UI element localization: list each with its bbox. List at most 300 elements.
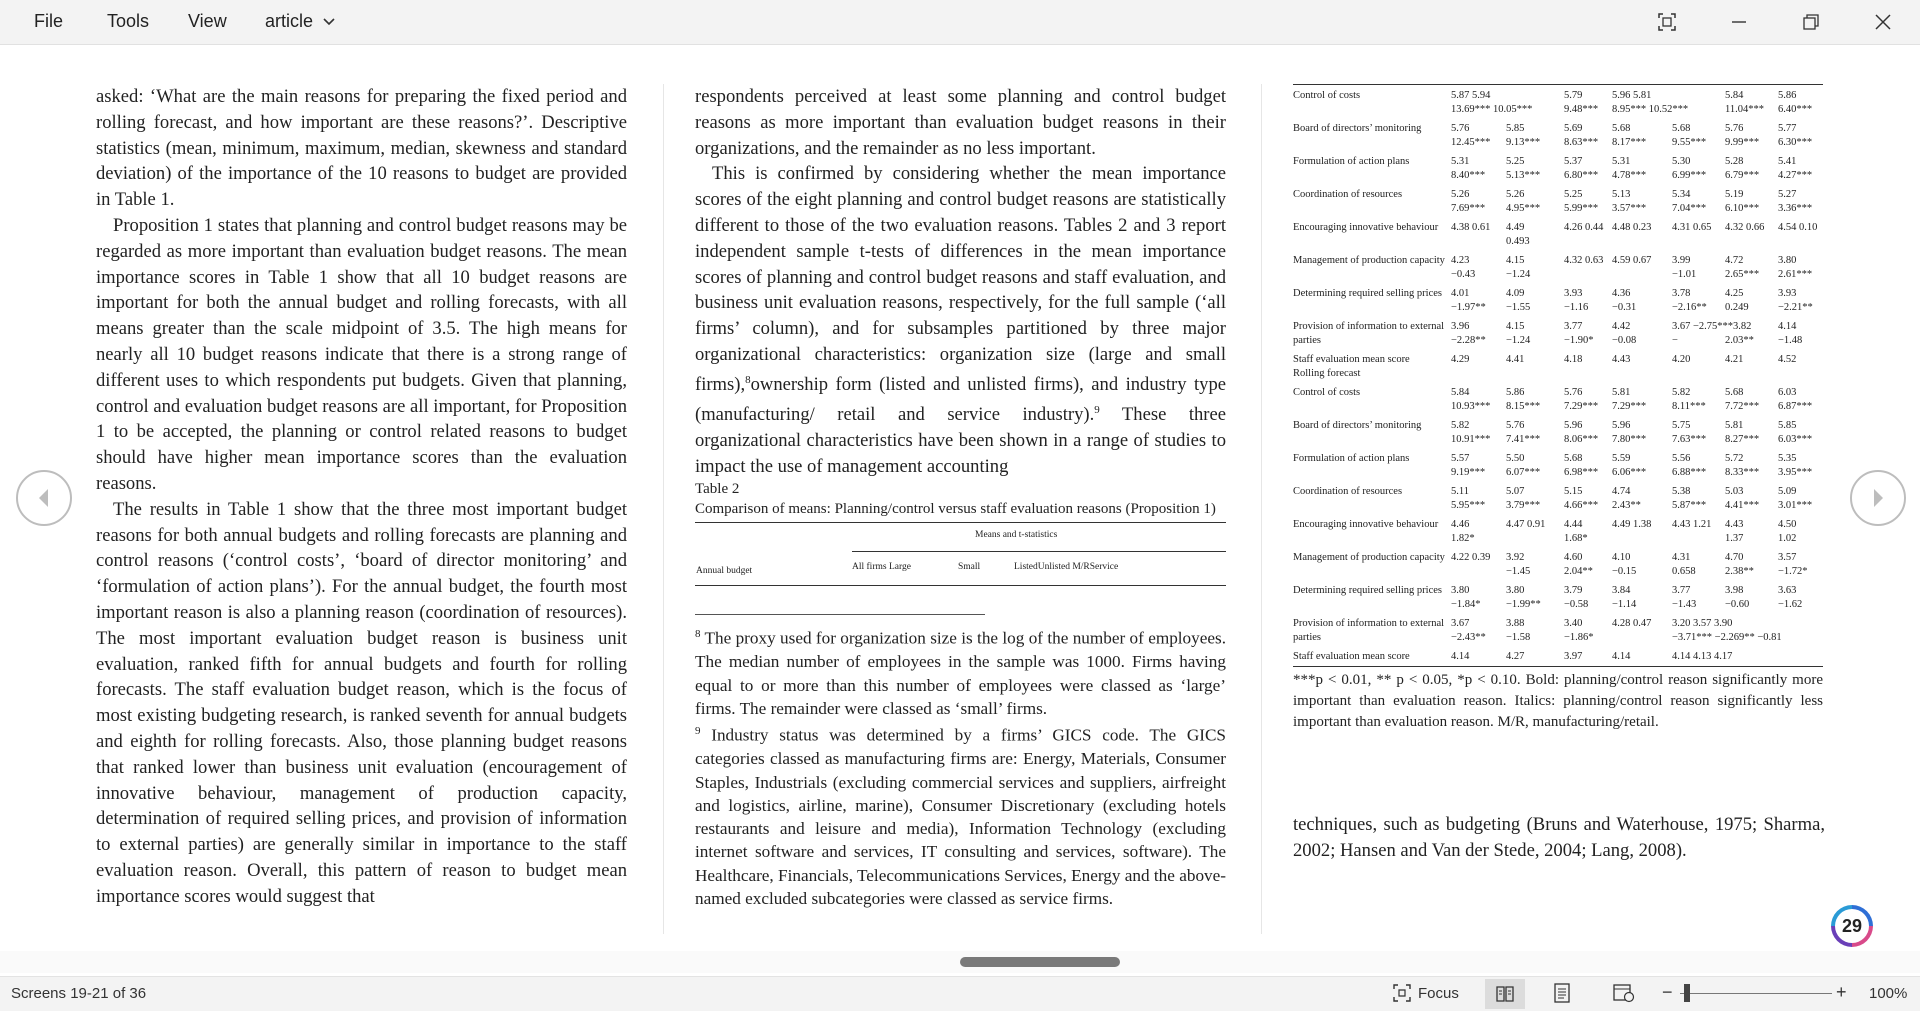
- table-row-label: parties: [1293, 335, 1321, 346]
- table-cell: 5.77: [1778, 123, 1797, 134]
- screens-indicator: Screens 19-21 of 36: [11, 985, 147, 1002]
- means-underline: [852, 551, 1226, 552]
- table-cell: 5.59: [1612, 453, 1631, 464]
- table-cell: −2.16**: [1672, 302, 1707, 313]
- table-row: [1293, 400, 1823, 414]
- column-1: [96, 84, 627, 910]
- table-row-label: Management of production capacity: [1293, 552, 1445, 563]
- table-cell: 3.80: [1778, 255, 1797, 266]
- table-cell: 7.41***: [1506, 434, 1541, 445]
- table-cell: 5.41: [1778, 156, 1797, 167]
- table-cell: 3.79***: [1506, 500, 1541, 511]
- table-cell: 10.93***: [1451, 401, 1491, 412]
- table-row: [1293, 202, 1823, 216]
- view-menu[interactable]: View: [188, 11, 227, 31]
- table-cell: 5.28: [1725, 156, 1744, 167]
- table-cell: 3.93: [1778, 288, 1797, 299]
- table-cell: 5.13: [1612, 189, 1631, 200]
- table-cell: −0.43: [1451, 269, 1476, 280]
- table-cell: 4.14: [1778, 321, 1797, 332]
- table-row: [1293, 235, 1823, 249]
- table-cell: 4.52: [1778, 354, 1797, 365]
- table-cell: 4.32 0.63: [1564, 255, 1604, 266]
- column-divider: [663, 84, 664, 934]
- table-row-label: Staff evaluation mean score: [1293, 354, 1410, 365]
- table-row-label: Provision of information to external: [1293, 618, 1445, 629]
- table-cell: 9.13***: [1506, 137, 1541, 148]
- table-cell: 4.31 0.65: [1672, 222, 1712, 233]
- table-cell: 6.03***: [1778, 434, 1813, 445]
- table-cell: 5.76: [1506, 420, 1525, 431]
- table-cell: 5.26: [1506, 189, 1525, 200]
- table-cell: 7.04***: [1672, 203, 1707, 214]
- table-cell: 7.29***: [1564, 401, 1599, 412]
- table-cell: 5.84: [1725, 90, 1744, 101]
- table-cell: 6.80***: [1564, 170, 1599, 181]
- table-cell: 3.80: [1451, 585, 1470, 596]
- table-cell: 6.40***: [1778, 104, 1813, 115]
- table-cell: 5.03: [1725, 486, 1744, 497]
- table-cell: 1.02: [1778, 533, 1797, 544]
- table-row-label: Control of costs: [1293, 387, 1361, 398]
- table-row-label: Management of production capacity: [1293, 255, 1445, 266]
- table-cell: 4.18: [1564, 354, 1583, 365]
- table-cell: 5.25: [1564, 189, 1583, 200]
- table-cell: −1.86*: [1564, 632, 1594, 643]
- table-cell: 4.15: [1506, 255, 1525, 266]
- table-cell: 0.249: [1725, 302, 1749, 313]
- table-cell: 1.37: [1725, 533, 1744, 544]
- table-row: [1293, 419, 1823, 433]
- table-cell: 5.27: [1778, 189, 1797, 200]
- table-cell: 4.50: [1778, 519, 1797, 530]
- horizontal-scrollbar-track: [0, 951, 1920, 973]
- table-cell: −1.14: [1612, 599, 1637, 610]
- table-row-label: Staff evaluation mean score: [1293, 651, 1410, 662]
- table-cell: 6.03: [1778, 387, 1797, 398]
- table-cell: 4.41: [1506, 354, 1525, 365]
- table-cell: 5.25: [1506, 156, 1525, 167]
- column-headers: All firms Large: [852, 562, 911, 573]
- table-row: [1293, 551, 1823, 565]
- table-cell: 5.11: [1451, 486, 1469, 497]
- table-row: [1293, 334, 1823, 348]
- table-row: [1293, 367, 1823, 381]
- table-cell: 3.97: [1564, 651, 1583, 662]
- close-icon[interactable]: [1868, 8, 1898, 36]
- table-header: [695, 522, 1226, 586]
- table-cell: 8.06***: [1564, 434, 1599, 445]
- table-row: [1293, 617, 1823, 631]
- table-cell: 13.69*** 10.05***: [1451, 104, 1533, 115]
- table-row-label: Coordination of resources: [1293, 189, 1403, 200]
- focus-icon: [1392, 983, 1412, 1003]
- table-cell: 6.99***: [1672, 170, 1707, 181]
- table-cell: 4.46: [1451, 519, 1470, 530]
- table-cell: 4.78***: [1612, 170, 1647, 181]
- table-cell: 4.74: [1612, 486, 1631, 497]
- table-row: [1293, 650, 1823, 664]
- table-cell: 5.84: [1451, 387, 1470, 398]
- means-header: Means and t-statistics: [975, 530, 1058, 541]
- table-row: [1293, 320, 1823, 334]
- table-cell: 6.06***: [1612, 467, 1647, 478]
- table-note: ***p < 0.01, ** p < 0.05, *p < 0.10. Bold: planning/control reason significantly more important than evaluation reason. Italics: planning/control reason significantly less important than evaluation reason. M/R, manufacturing/retail.: [1293, 666, 1823, 733]
- table-cell: 4.27***: [1778, 170, 1813, 181]
- table-cell: 4.38 0.61: [1451, 222, 1491, 233]
- table-cell: 2.61***: [1778, 269, 1813, 280]
- table-cell: −0.58: [1564, 599, 1589, 610]
- table-cell: 5.68: [1725, 387, 1744, 398]
- table-cell: 5.95***: [1451, 500, 1486, 511]
- table-cell: 5.87 5.94: [1451, 90, 1491, 101]
- table-cell: 3.63: [1778, 585, 1797, 596]
- fullscreen-icon[interactable]: [1652, 8, 1682, 36]
- table-row: [1293, 598, 1823, 612]
- web-layout-icon: [1613, 983, 1635, 1003]
- table-cell: 4.31: [1672, 552, 1691, 563]
- table-cell: 4.43: [1725, 519, 1744, 530]
- column-3-text: [1293, 812, 1825, 864]
- table-cell: −1.24: [1506, 335, 1531, 346]
- table-cell: 4.72: [1725, 255, 1744, 266]
- table-cell: 8.63***: [1564, 137, 1599, 148]
- table-cell: 1.68*: [1564, 533, 1588, 544]
- restore-icon[interactable]: [1796, 8, 1826, 36]
- paragraph: Proposition 1 states that planning and control budget reasons may be regarded as more important than evaluation budget reasons. The mean importance scores in Table 1 show that all 10 budget reasons are important for both the annual budget and rolling forecasts, with all means greater than the scale midpoint of 3.5. The high means for nearly all 10 budget reasons indicate that there is a strong range of different uses to which respondents put budgets. Given that planning, control and evaluation budget reasons are all important, for Proposition 1 to be accepted, the planning or control related reasons to budget should have higher mean importance scores than the evaluation reasons.: [96, 214, 627, 494]
- table-cell: 3.99: [1672, 255, 1691, 266]
- table-cell: 3.77: [1564, 321, 1583, 332]
- table-cell: 3.79: [1564, 585, 1583, 596]
- table-row: [1293, 452, 1823, 466]
- zoom-out-button[interactable]: −: [1662, 982, 1673, 1002]
- table-cell: 5.26: [1451, 189, 1470, 200]
- table-cell: −: [1672, 335, 1678, 346]
- table-cell: 4.44: [1564, 519, 1583, 530]
- status-bar: [0, 976, 1920, 1011]
- table-cell: −3.71*** −2.269** −0.81: [1672, 632, 1782, 643]
- table-cell: −1.16: [1564, 302, 1589, 313]
- footnote-8: [695, 623, 1226, 720]
- table-cell: −1.97**: [1451, 302, 1486, 313]
- table-cell: 4.43: [1612, 354, 1631, 365]
- table-cell: 3.95***: [1778, 467, 1813, 478]
- footnote-8-text: The proxy used for organization size is the log of the number of employees. The median number of employees in the sample was 1000. Firms having equal to or more than this number of employees were classed as ‘large’ firms. The remainder were classed as ‘small’ firms.: [695, 629, 1226, 718]
- table-cell: 9.48***: [1564, 104, 1599, 115]
- paragraph-text: These three organizational characteristics have been shown in a range of studies to impact the use of management accounting: [695, 403, 1226, 477]
- table-caption: Comparison of means: Planning/control versus staff evaluation reasons (Proposition 1): [695, 501, 1216, 518]
- article-menu[interactable]: [265, 11, 336, 32]
- table-cell: 6.87***: [1778, 401, 1813, 412]
- table-cell: 5.07: [1506, 486, 1525, 497]
- table-cell: 8.33***: [1725, 467, 1760, 478]
- table-cell: 5.56: [1672, 453, 1691, 464]
- article-menu-label: article: [265, 11, 314, 31]
- table-row: [1293, 433, 1823, 447]
- table-cell: 7.69***: [1451, 203, 1486, 214]
- table-cell: −1.48: [1778, 335, 1803, 346]
- table-cell: 4.21: [1725, 354, 1744, 365]
- table-cell: 3.36***: [1778, 203, 1813, 214]
- table-cell: 5.30: [1672, 156, 1691, 167]
- table-row-label: Formulation of action plans: [1293, 156, 1410, 167]
- table-row: [1293, 499, 1823, 513]
- table-row-label: Board of directors’ monitoring: [1293, 123, 1422, 134]
- table-cell: 0.658: [1672, 566, 1696, 577]
- table-cell: −1.58: [1506, 632, 1531, 643]
- table-cell: 5.31: [1451, 156, 1470, 167]
- table-cell: 2.04**: [1564, 566, 1593, 577]
- table-cell: 4.48 0.23: [1612, 222, 1652, 233]
- paragraph-text: ownership form (listed and unlisted firms), and industry type (manufacturing/ retail and service industry).: [695, 373, 1226, 425]
- table-cell: −1.99**: [1506, 599, 1541, 610]
- table-row-label: Coordination of resources: [1293, 486, 1403, 497]
- table-cell: 8.15***: [1506, 401, 1541, 412]
- table-cell: 2.43**: [1612, 500, 1641, 511]
- previous-screen-button[interactable]: [16, 470, 72, 526]
- table-cell: 3.01***: [1778, 500, 1813, 511]
- tools-menu[interactable]: Tools: [107, 11, 150, 31]
- table-cell: −0.31: [1612, 302, 1637, 313]
- table-cell: 3.96: [1451, 321, 1470, 332]
- paragraph: asked: ‘What are the main reasons for preparing the fixed period and rolling forecast, and how important are these reasons?’. Descriptive statistics (mean, minimum, maximum, median, skewness and standard deviation) of the importance of the 10 reasons to budget are provided in Table 1.: [96, 86, 627, 211]
- table-row: [1293, 532, 1823, 546]
- zoom-level: 100%: [1869, 985, 1908, 1002]
- menu-bar: [0, 0, 1920, 45]
- table-cell: 3.77: [1672, 585, 1691, 596]
- table-cell: 5.15: [1564, 486, 1583, 497]
- annual-budget-label: Annual budget: [696, 566, 753, 577]
- table-cell: 5.85: [1506, 123, 1525, 134]
- table-cell: 4.54 0.10: [1778, 222, 1818, 233]
- table-cell: 5.96 5.81: [1612, 90, 1652, 101]
- table-cell: 3.57: [1778, 552, 1797, 563]
- table-cell: 5.96: [1612, 420, 1631, 431]
- table-cell: 5.81: [1612, 387, 1631, 398]
- table-cell: 5.37: [1564, 156, 1583, 167]
- page-number-inner: 29: [1835, 909, 1869, 943]
- focus-button[interactable]: [1392, 983, 1459, 1003]
- table-cell: 9.55***: [1672, 137, 1707, 148]
- chevron-right-icon: [1868, 486, 1888, 510]
- table-cell: 4.32 0.66: [1725, 222, 1765, 233]
- paragraph: The results in Table 1 show that the three most important budget reasons for both annual budgets and rolling forecasts are planning and control reasons (‘control costs’, ‘board of director monitoring’ and ‘formulation of action plans’). For the annual budget, the fourth most important reason is also a planning reason (coordination of resources). The most important evaluation budget reason is business unit evaluation, ranked fifth for annual budgets and fourth for rolling forecasts. The staff evaluation budget reason, which is the focus of most existing budgeting research, is ranked seventh for annual budgets and eighth for rolling forecasts. Also, those planning budget reasons that ranked lower than business unit evaluation (encouragement of innovative behaviour, management of production capacity, determination of required selling prices, and provision of information to external parties) are generally similar in importance to the staff evaluation reason. Overall, this pattern of reason to budget mean importance scores would suggest that: [96, 498, 627, 907]
- table-cell: 6.98***: [1564, 467, 1599, 478]
- column-headers-rest: ListedUnlisted M/RService: [1014, 562, 1119, 573]
- minimize-icon[interactable]: [1724, 8, 1754, 36]
- table-cell: 5.87***: [1672, 500, 1707, 511]
- table-cell: 4.49: [1506, 222, 1525, 233]
- table-cell: 6.30***: [1778, 137, 1813, 148]
- chevron-left-icon: [34, 486, 54, 510]
- zoom-slider-track[interactable]: [1680, 993, 1832, 994]
- table-cell: 5.76: [1564, 387, 1583, 398]
- table-cell: −0.08: [1612, 335, 1637, 346]
- table-cell: 5.38: [1672, 486, 1691, 497]
- table-row: [1293, 103, 1823, 117]
- table-cell: 3.78: [1672, 288, 1691, 299]
- table-row: [1293, 254, 1823, 268]
- table-cell: 5.75: [1672, 420, 1691, 431]
- table-cell: 3.57***: [1612, 203, 1647, 214]
- paragraph: techniques, such as budgeting (Bruns and Waterhouse, 1975; Sharma, 2002; Hansen and Van der Stede, 2004; Lang, 2008).: [1293, 814, 1825, 861]
- chevron-down-icon: [322, 17, 336, 27]
- table-cell: −1.90*: [1564, 335, 1594, 346]
- table-cell: 12.45***: [1451, 137, 1491, 148]
- zoom-slider-thumb[interactable]: [1684, 984, 1690, 1002]
- table-cell: 3.93: [1564, 288, 1583, 299]
- file-menu[interactable]: File: [34, 11, 64, 31]
- table-row-label: Formulation of action plans: [1293, 453, 1410, 464]
- paragraph: respondents perceived at least some planning and control budget reasons as more important than evaluation budget reasons in their organizations, and the remainder as no less important.: [695, 86, 1226, 159]
- table-cell: 9.19***: [1451, 467, 1486, 478]
- table-row: [1293, 136, 1823, 150]
- table-cell: 4.14: [1612, 651, 1631, 662]
- table-cell: −1.62: [1778, 599, 1803, 610]
- table-cell: 5.96: [1564, 420, 1583, 431]
- table-cell: 3.20 3.57 3.90: [1672, 618, 1733, 629]
- book-icon: [1495, 985, 1515, 1003]
- table-cell: 5.85: [1778, 420, 1797, 431]
- table-row: [1293, 301, 1823, 315]
- table-cell: 6.88***: [1672, 467, 1707, 478]
- table-row-label: Control of costs: [1293, 90, 1361, 101]
- table-cell: 5.82: [1672, 387, 1691, 398]
- footnote-ref-8[interactable]: 8: [745, 373, 751, 386]
- table-cell: 5.76: [1451, 123, 1470, 134]
- table-cell: 4.41***: [1725, 500, 1760, 511]
- table-row-label: Rolling forecast: [1293, 368, 1361, 379]
- table-cell: 2.38**: [1725, 566, 1754, 577]
- table-cell: −0.15: [1612, 566, 1637, 577]
- table-cell: 9.99***: [1725, 137, 1760, 148]
- table-cell: 5.31: [1612, 156, 1631, 167]
- table-cell: −2.43**: [1451, 632, 1486, 643]
- table-cell: 5.34: [1672, 189, 1691, 200]
- table-row: [1293, 155, 1823, 169]
- column-header-small: Small: [958, 562, 981, 573]
- table-row-label: parties: [1293, 632, 1321, 643]
- table-cell: 3.88: [1506, 618, 1525, 629]
- footnote-rule: [695, 614, 985, 615]
- table-row: [1293, 466, 1823, 480]
- table-cell: 4.70: [1725, 552, 1744, 563]
- table-cell: −2.21**: [1778, 302, 1813, 313]
- table-cell: 1.82*: [1451, 533, 1475, 544]
- table-cell: 5.50: [1506, 453, 1525, 464]
- table-cell: 3.67: [1451, 618, 1470, 629]
- table-cell: 4.59 0.67: [1612, 255, 1652, 266]
- table-cell: 4.14: [1451, 651, 1470, 662]
- table-cell: 5.99***: [1564, 203, 1599, 214]
- table-cell: −1.45: [1506, 566, 1531, 577]
- table-cell: 4.01: [1451, 288, 1470, 299]
- table-cell: 5.68: [1564, 453, 1583, 464]
- table-cell: 4.25: [1725, 288, 1744, 299]
- table-row: [1293, 268, 1823, 282]
- table-cell: 5.81: [1725, 420, 1744, 431]
- table-cell: 3.92: [1506, 552, 1525, 563]
- table-row: [1293, 485, 1823, 499]
- table-cell: 5.35: [1778, 453, 1797, 464]
- footnote-8-number: 8: [695, 628, 701, 641]
- next-screen-button[interactable]: [1850, 470, 1906, 526]
- table-cell: 5.13***: [1506, 170, 1541, 181]
- table-cell: 5.76: [1725, 123, 1744, 134]
- table-cell: 4.42: [1612, 321, 1631, 332]
- web-layout-button[interactable]: [1613, 983, 1635, 1007]
- table-cell: 4.10: [1612, 552, 1631, 563]
- table-cell: 5.72: [1725, 453, 1744, 464]
- table-cell: −1.24: [1506, 269, 1531, 280]
- table-cell: 4.43 1.21: [1672, 519, 1712, 530]
- table-cell: 4.60: [1564, 552, 1583, 563]
- table-cell: 3.84: [1612, 585, 1631, 596]
- table-cell: −1.01: [1672, 269, 1697, 280]
- page-icon: [1553, 983, 1571, 1003]
- table-row: [1293, 169, 1823, 183]
- table-cell: 5.09: [1778, 486, 1797, 497]
- read-mode-button[interactable]: [1485, 979, 1525, 1009]
- table-label: Table 2: [695, 481, 740, 498]
- table-cell: 0.493: [1506, 236, 1530, 247]
- footnote-9-text: Industry status was determined by a firms’ GICS code. The GICS categories classed as manufacturing firms are: Energy, Materials, Consumer Staples, Industrials (excluding commercial services and suppliers, airfreight and logistics, airline, marine), Consumer Discretionary (excluding hotels restaurants and leisure and media), Information Technology (excluding internet software and services, IT consulting and services, software). The Healthcare, Financials, Telecommunications Services, Energy and the above-named excluded subcategories were classed as service firms.: [695, 725, 1226, 909]
- table-row: [1293, 287, 1823, 301]
- table-cell: 4.14 4.13 4.17: [1672, 651, 1733, 662]
- paragraph-text: This is confirmed by considering whether the mean importance scores of the eight planning and control budget reasons are statistically different to those of the two evaluation reasons. Tables 2 and 3 report independent sample t-tests of differences in the mean importance scores of planning and control budget reasons and staff evaluation, and business unit evaluation reasons, respectively, for the full sample (‘all firms’ column), and for subsamples partitioned by three major organizational characteristics: organization size (large and small firms),: [695, 163, 1226, 395]
- table-cell: 5.79: [1564, 90, 1583, 101]
- table-cell: 6.10***: [1725, 203, 1760, 214]
- page-number-badge[interactable]: [1831, 905, 1873, 947]
- table-row-label: Provision of information to external: [1293, 321, 1445, 332]
- table-cell: 8.11***: [1672, 401, 1706, 412]
- table-cell: 4.66***: [1564, 500, 1599, 511]
- table-cell: 5.69: [1564, 123, 1583, 134]
- table-cell: 3.98: [1725, 585, 1744, 596]
- table-cell: 5.86: [1506, 387, 1525, 398]
- table-row: [1293, 518, 1823, 532]
- footnote-ref-9[interactable]: 9: [1094, 403, 1100, 416]
- table-cell: 4.23: [1451, 255, 1470, 266]
- table-cell: 4.47 0.91: [1506, 519, 1546, 530]
- table-cell: 6.07***: [1506, 467, 1541, 478]
- table-cell: 5.86: [1778, 90, 1797, 101]
- zoom-in-button[interactable]: +: [1836, 982, 1847, 1002]
- table-cell: 3.67 −2.75***3.82: [1672, 321, 1752, 332]
- table-cell: −1.55: [1506, 302, 1531, 313]
- table-cell: 3.40: [1564, 618, 1583, 629]
- table-cell: −0.60: [1725, 599, 1750, 610]
- table-cell: 4.22 0.39: [1451, 552, 1491, 563]
- table-row: [1293, 631, 1823, 645]
- table-cell: 8.40***: [1451, 170, 1486, 181]
- table-cell: 8.95*** 10.52***: [1612, 104, 1689, 115]
- focus-label: Focus: [1418, 984, 1459, 1002]
- print-layout-button[interactable]: [1553, 983, 1571, 1007]
- table-cell: 5.82: [1451, 420, 1470, 431]
- table-row: [1293, 353, 1823, 367]
- table-rows: [1293, 84, 1823, 664]
- table-cell: 4.95***: [1506, 203, 1541, 214]
- table-row: [1293, 89, 1823, 103]
- table-row-label: Determining required selling prices: [1293, 585, 1442, 596]
- horizontal-scrollbar-thumb[interactable]: [960, 957, 1120, 967]
- table-cell: 5.57: [1451, 453, 1470, 464]
- table-cell: 4.49 1.38: [1612, 519, 1652, 530]
- footnote-9: [695, 720, 1226, 910]
- table-cell: 3.80: [1506, 585, 1525, 596]
- table-row-label: Encouraging innovative behaviour: [1293, 222, 1439, 233]
